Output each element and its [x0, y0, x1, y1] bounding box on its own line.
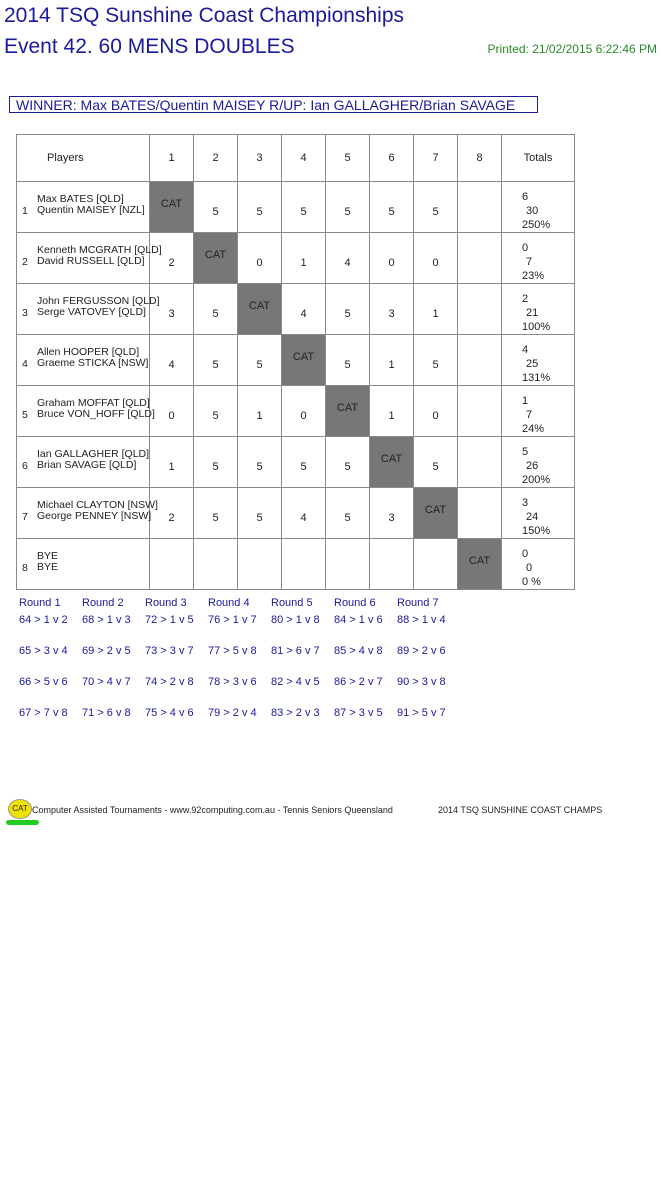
player-name: Ian GALLAGHER [QLD]: [37, 448, 150, 460]
player-cell: [17, 233, 162, 284]
row-number: 1: [22, 205, 28, 217]
table-row: [17, 233, 575, 284]
games-total: 7: [526, 409, 533, 421]
score-cell: 4: [150, 335, 194, 386]
score-cell: 5: [282, 182, 326, 233]
self-match-cell: CAT: [150, 182, 194, 233]
player-cell: [17, 386, 155, 437]
round-column: [19, 597, 82, 738]
score-cell: [458, 488, 502, 539]
score-cell: 0: [150, 386, 194, 437]
column-header: 1: [150, 135, 194, 182]
round-label: Round 2: [82, 597, 124, 609]
column-header: 4: [282, 135, 326, 182]
score-cell: [370, 539, 414, 590]
score-cell: 3: [150, 284, 194, 335]
table-row: [17, 182, 575, 233]
wins-total: 2: [522, 293, 529, 305]
partner-name: David RUSSELL [QLD]: [37, 254, 145, 267]
score-cell: 5: [326, 182, 370, 233]
winner-banner: WINNER: Max BATES/Quentin MAISEY R/UP: Ian GALLAGHER/Brian SAVAGE: [9, 96, 538, 113]
percentage-total: 100%: [522, 321, 551, 333]
round-label: Round 6: [334, 597, 376, 609]
totals-cell: [502, 386, 575, 437]
match-item: 85 > 4 v 8: [334, 645, 383, 657]
player-name: Graham MOFFAT [QLD]: [37, 397, 150, 409]
totals-cell: [502, 335, 575, 386]
self-match-cell: CAT: [194, 233, 238, 284]
match-item: 74 > 2 v 8: [145, 676, 194, 688]
score-cell: [458, 233, 502, 284]
score-cell: 5: [194, 182, 238, 233]
column-header: 2: [194, 135, 238, 182]
games-total: 26: [526, 460, 539, 472]
player-cell: [17, 335, 150, 386]
score-cell: 1: [414, 284, 458, 335]
results-grid: [16, 134, 575, 590]
round-column: [145, 597, 208, 738]
footer-credit: Computer Assisted Tournaments - www.92computing.com.au - Tennis Seniors Queensland: [32, 805, 393, 815]
column-header: 3: [238, 135, 282, 182]
row-number: 2: [22, 256, 28, 268]
score-cell: [414, 539, 458, 590]
self-match-cell: CAT: [370, 437, 414, 488]
player-name: BYE: [37, 550, 59, 562]
cat-logo-icon: CAT: [8, 799, 32, 819]
score-cell: [150, 539, 194, 590]
score-cell: 3: [370, 284, 414, 335]
score-cell: [458, 386, 502, 437]
match-item: 71 > 6 v 8: [82, 707, 131, 719]
wins-total: 3: [522, 497, 529, 509]
score-cell: 5: [238, 182, 282, 233]
score-cell: 5: [238, 335, 282, 386]
score-cell: 0: [370, 233, 414, 284]
partner-name: Bruce VON_HOFF [QLD]: [37, 407, 155, 420]
match-item: 65 > 3 v 4: [19, 645, 68, 657]
score-cell: 5: [414, 437, 458, 488]
match-item: 66 > 5 v 6: [19, 676, 68, 688]
score-cell: 1: [370, 386, 414, 437]
round-label: Round 3: [145, 597, 187, 609]
score-cell: [282, 539, 326, 590]
match-item: 88 > 1 v 4: [397, 614, 446, 626]
totals-cell: [502, 284, 575, 335]
match-item: 73 > 3 v 7: [145, 645, 194, 657]
match-item: 69 > 2 v 5: [82, 645, 131, 657]
round-column: [397, 597, 460, 738]
score-cell: 5: [282, 437, 326, 488]
totals-cell: [502, 488, 575, 539]
wins-total: 4: [522, 344, 529, 356]
wins-total: 5: [522, 446, 529, 458]
match-item: 83 > 2 v 3: [271, 707, 320, 719]
match-item: 77 > 5 v 8: [208, 645, 257, 657]
score-cell: 4: [282, 488, 326, 539]
players-header: Players: [17, 135, 150, 182]
row-number: 5: [22, 409, 28, 421]
table-row: [17, 335, 575, 386]
table-row: [17, 539, 575, 590]
score-cell: 5: [414, 335, 458, 386]
score-cell: 5: [194, 284, 238, 335]
totals-cell: [502, 437, 575, 488]
score-cell: 1: [282, 233, 326, 284]
totals-cell: [502, 233, 575, 284]
percentage-total: 250%: [522, 219, 551, 231]
header-row: [17, 135, 575, 182]
self-match-cell: CAT: [458, 539, 502, 590]
score-cell: 5: [194, 386, 238, 437]
score-cell: [194, 539, 238, 590]
games-total: 7: [526, 256, 533, 268]
score-cell: 5: [238, 488, 282, 539]
match-item: 81 > 6 v 7: [271, 645, 320, 657]
games-total: 0: [526, 562, 533, 574]
round-label: Round 7: [397, 597, 439, 609]
partner-name: Brian SAVAGE [QLD]: [37, 458, 137, 471]
totals-header: Totals: [502, 135, 575, 182]
score-cell: 1: [150, 437, 194, 488]
round-label: Round 1: [19, 597, 61, 609]
column-header: 6: [370, 135, 414, 182]
row-number: 8: [22, 562, 28, 574]
round-label: Round 4: [208, 597, 250, 609]
games-total: 30: [526, 205, 539, 217]
score-cell: [458, 182, 502, 233]
page-title: 2014 TSQ Sunshine Coast Championships: [4, 4, 405, 27]
score-cell: 5: [194, 437, 238, 488]
match-item: 76 > 1 v 7: [208, 614, 257, 626]
self-match-cell: CAT: [414, 488, 458, 539]
percentage-total: 150%: [522, 525, 551, 537]
partner-name: BYE: [37, 560, 59, 573]
partner-name: Serge VATOVEY [QLD]: [37, 305, 146, 318]
match-item: 82 > 4 v 5: [271, 676, 320, 688]
percentage-total: 0 %: [522, 576, 541, 588]
score-cell: 1: [238, 386, 282, 437]
self-match-cell: CAT: [238, 284, 282, 335]
percentage-total: 24%: [522, 423, 545, 435]
match-item: 91 > 5 v 7: [397, 707, 446, 719]
score-cell: 5: [194, 488, 238, 539]
match-item: 70 > 4 v 7: [82, 676, 131, 688]
percentage-total: 23%: [522, 270, 545, 282]
table-row: [17, 284, 575, 335]
score-cell: [458, 335, 502, 386]
printed-timestamp: Printed: 21/02/2015 6:22:46 PM: [487, 42, 657, 56]
player-name: Michael CLAYTON [NSW]: [37, 499, 158, 511]
match-item: 75 > 4 v 6: [145, 707, 194, 719]
score-cell: 1: [370, 335, 414, 386]
row-number: 4: [22, 358, 28, 370]
match-item: 87 > 3 v 5: [334, 707, 383, 719]
score-cell: 2: [150, 488, 194, 539]
match-item: 79 > 2 v 4: [208, 707, 257, 719]
player-cell: [17, 182, 150, 233]
partner-name: George PENNEY [NSW]: [37, 509, 152, 522]
score-cell: 5: [238, 437, 282, 488]
games-total: 21: [526, 307, 539, 319]
round-column: [271, 597, 334, 738]
partner-name: Graeme STICKA [NSW]: [37, 356, 149, 369]
player-name: Kenneth MCGRATH [QLD]: [37, 244, 162, 256]
round-column: [82, 597, 145, 738]
column-header: 7: [414, 135, 458, 182]
row-number: 3: [22, 307, 28, 319]
score-cell: [238, 539, 282, 590]
player-cell: [17, 488, 158, 539]
match-item: 89 > 2 v 6: [397, 645, 446, 657]
table-row: [17, 488, 575, 539]
percentage-total: 200%: [522, 474, 551, 486]
match-item: 64 > 1 v 2: [19, 614, 68, 626]
score-cell: 5: [326, 335, 370, 386]
percentage-total: 131%: [522, 372, 551, 384]
player-cell: [17, 437, 150, 488]
score-cell: 0: [414, 233, 458, 284]
column-header: 8: [458, 135, 502, 182]
column-header: 5: [326, 135, 370, 182]
match-item: 72 > 1 v 5: [145, 614, 194, 626]
self-match-cell: CAT: [326, 386, 370, 437]
match-item: 78 > 3 v 6: [208, 676, 257, 688]
wins-total: 0: [522, 548, 529, 560]
table-row: [17, 386, 575, 437]
match-item: 86 > 2 v 7: [334, 676, 383, 688]
round-column: [208, 597, 271, 738]
match-item: 90 > 3 v 8: [397, 676, 446, 688]
match-item: 67 > 7 v 8: [19, 707, 68, 719]
score-cell: [326, 539, 370, 590]
event-title: Event 42. 60 MENS DOUBLES: [4, 35, 295, 58]
score-cell: 5: [326, 284, 370, 335]
match-item: 68 > 1 v 3: [82, 614, 131, 626]
footer-event-name: 2014 TSQ SUNSHINE COAST CHAMPS: [438, 805, 603, 815]
score-cell: 0: [282, 386, 326, 437]
row-number: 6: [22, 460, 28, 472]
match-item: 80 > 1 v 8: [271, 614, 320, 626]
round-column: [334, 597, 397, 738]
player-name: Max BATES [QLD]: [37, 193, 124, 205]
wins-total: 1: [522, 395, 529, 407]
player-name: John FERGUSSON [QLD]: [37, 295, 160, 307]
totals-cell: [502, 539, 575, 590]
logo-underline: [6, 820, 39, 825]
match-item: 84 > 1 v 6: [334, 614, 383, 626]
score-cell: 2: [150, 233, 194, 284]
games-total: 24: [526, 511, 539, 523]
self-match-cell: CAT: [282, 335, 326, 386]
player-name: Allen HOOPER [QLD]: [37, 346, 140, 358]
score-cell: [458, 284, 502, 335]
partner-name: Quentin MAISEY [NZL]: [37, 203, 145, 216]
player-cell: [17, 284, 160, 335]
totals-cell: [502, 182, 575, 233]
row-number: 7: [22, 511, 28, 523]
table-row: [17, 437, 575, 488]
score-cell: 0: [238, 233, 282, 284]
score-cell: 3: [370, 488, 414, 539]
score-cell: 0: [414, 386, 458, 437]
score-cell: 5: [194, 335, 238, 386]
round-label: Round 5: [271, 597, 313, 609]
score-cell: [458, 437, 502, 488]
games-total: 25: [526, 358, 539, 370]
player-cell: [17, 539, 150, 590]
wins-total: 6: [522, 191, 529, 203]
score-cell: 5: [326, 437, 370, 488]
score-cell: 4: [326, 233, 370, 284]
score-cell: 4: [282, 284, 326, 335]
score-cell: 5: [414, 182, 458, 233]
score-cell: 5: [370, 182, 414, 233]
wins-total: 0: [522, 242, 529, 254]
score-cell: 5: [326, 488, 370, 539]
